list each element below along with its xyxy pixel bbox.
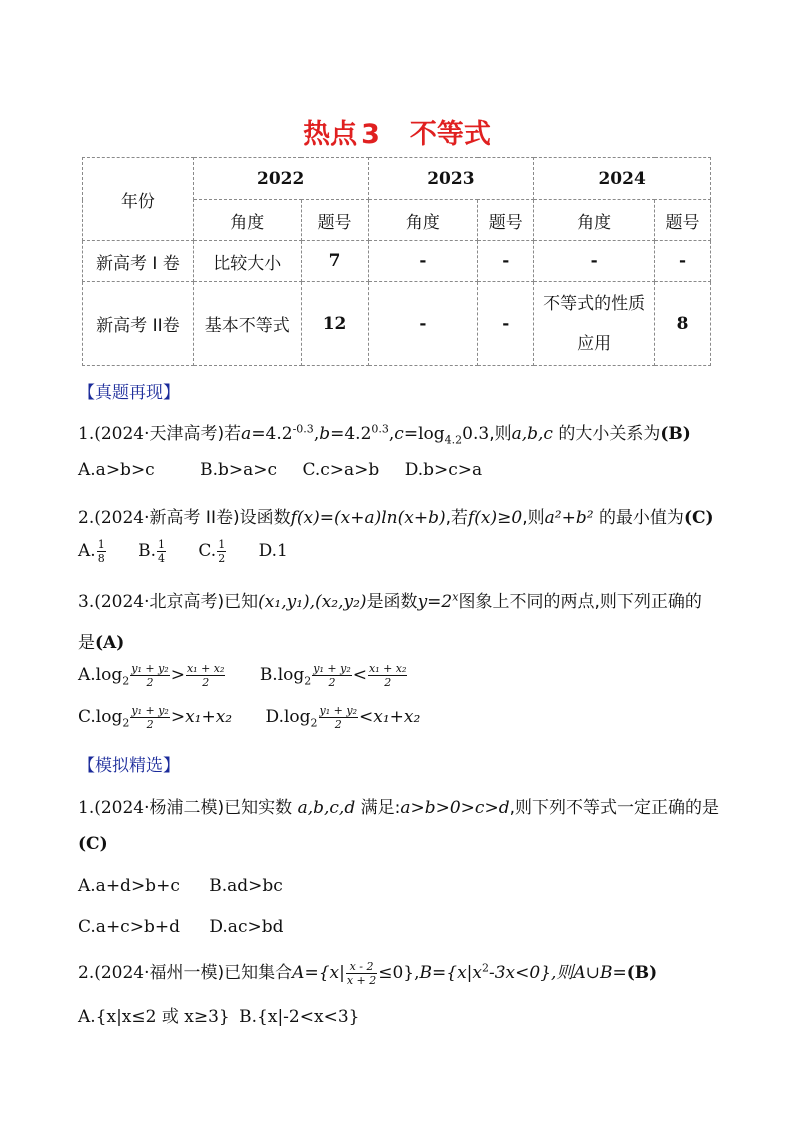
option-c: C.c>a>b — [302, 460, 380, 480]
expr: a²+b² — [544, 508, 594, 528]
num-header: 题号 — [301, 200, 368, 241]
text: 的最小值为 — [598, 508, 684, 528]
q-prefix: 1.(2024· — [78, 798, 150, 818]
cell-line: 不等式的性质 — [543, 293, 646, 314]
option-a: A. — [78, 541, 96, 561]
points: (x₁,y₁),(x₂,y₂) — [258, 592, 367, 612]
relation: < — [352, 665, 367, 685]
set-b: B={x|x — [419, 963, 482, 983]
fraction — [157, 538, 166, 565]
fraction — [186, 662, 225, 689]
exp: 2 — [482, 961, 489, 975]
num-header: 题号 — [478, 200, 534, 241]
cell: 7 — [301, 241, 368, 282]
options-mock-1-ab — [78, 876, 283, 896]
text: 的大小关系为 — [558, 424, 661, 444]
question-mock-1 — [78, 793, 719, 818]
denominator: 2 — [146, 676, 154, 689]
options-real-3-ab — [78, 662, 408, 689]
q-source: 杨浦二模)已知实数 — [149, 798, 293, 818]
options-mock-1-cd — [78, 917, 283, 937]
q-prefix: 2.(2024· — [78, 508, 150, 528]
option-d: D.b>c>a — [404, 460, 483, 480]
numerator: y₁ + y₂ — [131, 662, 169, 675]
numerator: x₁ + x₂ — [186, 662, 225, 675]
options-real-2 — [78, 538, 288, 565]
title-topic: 不等式 — [409, 119, 491, 150]
condition: f(x)≥0 — [468, 508, 523, 528]
union: A∪B= — [573, 963, 627, 983]
option-a-rest: x≥3} — [184, 1007, 230, 1027]
angle-header: 角度 — [193, 200, 301, 241]
question-real-3-line2 — [78, 628, 124, 653]
relation: ≤0}, — [378, 963, 420, 983]
question-real-2 — [78, 503, 714, 528]
option-b: B.{x|-2<x<3} — [239, 1007, 360, 1027]
cell-line: 应用 — [577, 333, 612, 354]
angle-header: 角度 — [534, 200, 655, 241]
answer: (A) — [95, 633, 125, 653]
denominator: 2 — [218, 552, 226, 565]
options-real-1 — [78, 460, 482, 480]
option-d: D.1 — [258, 541, 288, 561]
denominator: x + 2 — [346, 974, 377, 987]
cell: - — [478, 241, 534, 282]
answer: (B) — [626, 963, 658, 983]
numerator: 1 — [218, 538, 226, 551]
numerator: y₁ + y₂ — [131, 704, 169, 717]
section-mock: 【模拟精选】 — [78, 756, 180, 776]
vars: a,b,c — [511, 424, 553, 444]
option-c: C. — [198, 541, 217, 561]
q-prefix: 2.(2024· — [78, 963, 150, 983]
set-b-rest: -3x<0},则 — [489, 963, 574, 983]
numerator: 1 — [158, 538, 165, 551]
sep: , — [388, 424, 395, 444]
sum: x₁+x₂ — [373, 707, 421, 727]
question-real-1 — [78, 419, 691, 446]
exam-stats-table — [82, 157, 711, 366]
options-mock-2 — [78, 1002, 359, 1027]
numerator: x₁ + x₂ — [368, 662, 407, 675]
option-c: C.log — [78, 707, 123, 727]
option-a: A.a>b>c — [78, 460, 155, 480]
text: 或 — [161, 1007, 179, 1027]
year-header: 年份 — [83, 158, 194, 241]
relation: > — [170, 665, 185, 685]
log-base: 2 — [310, 716, 318, 730]
relation: > — [170, 707, 186, 727]
num: =4.2 — [330, 424, 372, 444]
q-prefix: 3.(2024· — [78, 592, 150, 612]
option-a: A.a+d>b+c — [78, 876, 180, 896]
numerator: y₁ + y₂ — [313, 662, 351, 675]
text: 图象上不同的两点,则下列正确的 — [458, 592, 702, 612]
option-d: D.ac>bd — [209, 917, 284, 937]
year-2022: 2022 — [193, 158, 368, 200]
fraction — [130, 662, 169, 689]
options-real-3-cd — [78, 704, 420, 731]
q-prefix: 1.(2024· — [78, 424, 150, 444]
option-d: D.log — [265, 707, 311, 727]
question-mock-2 — [78, 958, 657, 987]
relation: < — [359, 707, 374, 727]
text: 是函数 — [366, 592, 418, 612]
question-mock-1-line2 — [78, 834, 108, 854]
answer: (C) — [683, 508, 714, 528]
log-base: 2 — [122, 716, 130, 730]
cell: 12 — [301, 282, 368, 366]
section-real: 【真题再现】 — [78, 383, 180, 403]
numerator: 1 — [97, 538, 105, 551]
set-a: A={x| — [292, 963, 345, 983]
cell: 基本不等式 — [193, 282, 301, 366]
fraction — [217, 538, 226, 565]
fraction — [312, 662, 351, 689]
option-b: B.log — [259, 665, 305, 685]
condition: a>b>0>c>d — [400, 798, 510, 818]
cell: - — [655, 241, 711, 282]
angle-header: 角度 — [368, 200, 478, 241]
q-source: 天津高考)若 — [149, 424, 242, 444]
table-row — [83, 282, 711, 366]
option-a: A.{x|x≤2 — [78, 1007, 157, 1027]
num: 0.3 — [462, 424, 490, 444]
option-b: B. — [138, 541, 156, 561]
exp: x — [452, 590, 459, 604]
text: ,则下列不等式一定正确的是 — [509, 798, 719, 818]
denominator: 4 — [158, 552, 165, 565]
text: ,若 — [445, 508, 468, 528]
row-label: 新高考 II卷 — [83, 282, 194, 366]
sep: , — [313, 424, 320, 444]
denominator: 2 — [202, 676, 210, 689]
fraction — [130, 704, 169, 731]
option-b: B.ad>bc — [209, 876, 283, 896]
answer: (B) — [660, 424, 691, 444]
log-base: 2 — [122, 674, 130, 688]
question-real-3 — [78, 587, 702, 612]
denominator: 8 — [97, 552, 105, 565]
q-source: 新高考 II卷)设函数 — [149, 508, 291, 528]
log-base: 4.2 — [444, 433, 463, 447]
fraction — [368, 662, 407, 689]
title-number: 3 — [361, 119, 380, 150]
var: c — [394, 424, 404, 444]
function: y=2 — [417, 592, 453, 612]
option-c: C.a+c>b+d — [78, 917, 180, 937]
table-row — [83, 241, 711, 282]
q-source: 北京高考)已知 — [149, 592, 259, 612]
log-base: 2 — [304, 674, 312, 688]
denominator: 2 — [384, 676, 392, 689]
text: 是 — [78, 633, 95, 653]
cell: - — [368, 282, 478, 366]
var: b — [319, 424, 331, 444]
page-title — [0, 112, 794, 151]
fraction — [97, 538, 106, 565]
log: =log — [403, 424, 445, 444]
exp: 0.3 — [371, 422, 389, 436]
num: =4.2 — [251, 424, 293, 444]
cell — [534, 282, 655, 366]
denominator: 2 — [146, 718, 154, 731]
cell: - — [368, 241, 478, 282]
cell: 8 — [655, 282, 711, 366]
vars: a,b,c,d — [297, 798, 356, 818]
fraction — [346, 960, 377, 987]
q-source: 福州一模)已知集合 — [149, 963, 293, 983]
denominator: 2 — [328, 676, 336, 689]
title-text: 热点 — [303, 119, 358, 150]
numerator: x - 2 — [346, 960, 377, 974]
year-2023: 2023 — [368, 158, 534, 200]
text: ,则 — [522, 508, 545, 528]
sum: x₁+x₂ — [185, 707, 233, 727]
function: f(x)=(x+a)ln(x+b) — [290, 508, 446, 528]
cell: - — [534, 241, 655, 282]
text: ,则 — [489, 424, 512, 444]
var: a — [241, 424, 252, 444]
row-label: 新高考 I 卷 — [83, 241, 194, 282]
cell: 比较大小 — [193, 241, 301, 282]
denominator: 2 — [334, 718, 342, 731]
option-a: A.log — [78, 665, 123, 685]
option-b: B.b>a>c — [200, 460, 278, 480]
year-2024: 2024 — [534, 158, 711, 200]
fraction — [319, 704, 358, 731]
numerator: y₁ + y₂ — [319, 704, 357, 717]
exp: -0.3 — [292, 422, 314, 436]
text: 满足: — [360, 798, 401, 818]
num-header: 题号 — [655, 200, 711, 241]
answer: (C) — [78, 834, 108, 854]
cell: - — [478, 282, 534, 366]
